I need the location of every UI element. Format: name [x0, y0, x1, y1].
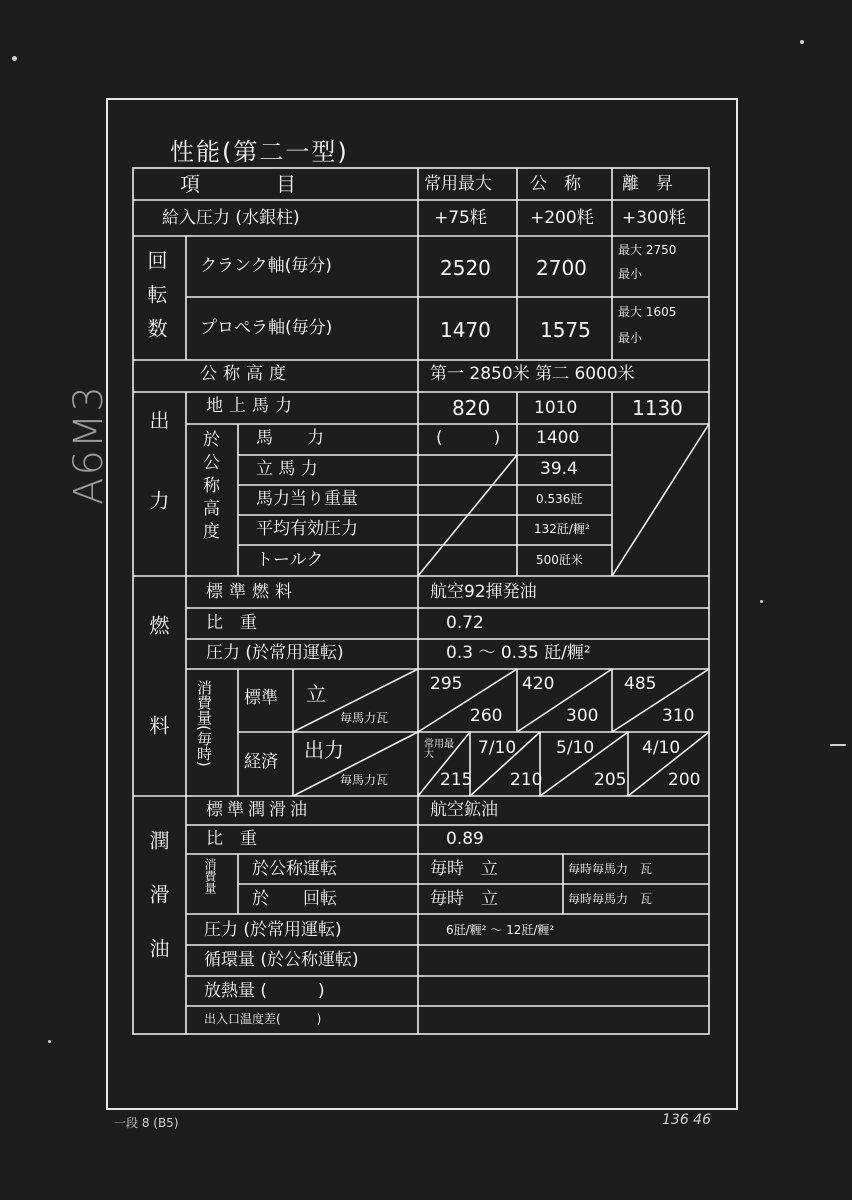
prop-c1: 1470	[440, 318, 491, 342]
fuel-press-label: 圧力 (於常用運転)	[206, 643, 344, 663]
mep-label: 平均有効圧力	[256, 519, 358, 539]
crank-c1: 2520	[440, 256, 491, 280]
ground-hp-label: 地上馬力	[206, 396, 298, 416]
oil-sg-value: 0.89	[446, 829, 484, 849]
boost-c2: +200粍	[530, 208, 594, 228]
std-oil-label: 標準潤滑油	[206, 800, 311, 820]
prop-c3-min: 最小	[618, 331, 643, 345]
ground-hp-c3: 1130	[632, 396, 683, 420]
header-item: 項 目	[180, 172, 300, 196]
fuel-eco-d3a: 5/10	[556, 738, 595, 758]
fuel-eco-d1b: 215	[440, 770, 473, 790]
cyl-hp-label: 立 馬 力	[256, 459, 318, 479]
scan-speck	[12, 56, 17, 61]
fuel-eco-d1a: 常用最大	[424, 739, 454, 760]
page-title: 性能(第二一型)	[170, 138, 349, 166]
oil-nominal-a: 毎時 立	[430, 859, 498, 879]
fuel-eco-unit-b: 毎馬力瓦	[340, 773, 389, 787]
prop-c2: 1575	[540, 318, 591, 342]
fuel-std-unit-a: 立	[306, 682, 326, 706]
hp-c1: ( )	[436, 428, 501, 448]
oil-heat-label: 放熱量 ( )	[204, 981, 325, 1001]
hp-c2: 1400	[536, 428, 580, 448]
prop-label: プロペラ軸(毎分)	[200, 318, 333, 338]
fuel-std-c1b: 260	[470, 706, 503, 726]
mep-c2: 132瓩/糎²	[534, 522, 590, 536]
prop-c3-max: 最大 1605	[618, 305, 677, 319]
fuel-eco-d4a: 4/10	[642, 738, 681, 758]
fuel-std-c2a: 420	[522, 674, 555, 694]
fuel-sg-value: 0.72	[446, 613, 484, 633]
altitude-value: 第一 2850米 第二 6000米	[430, 364, 635, 384]
fuel-eco-d2b: 210	[510, 770, 543, 790]
oil-temp-label: 出入口温度差( )	[204, 1012, 322, 1026]
form-code: 一段 8 (B5)	[114, 1116, 179, 1130]
fuel-eco-d4b: 200	[668, 770, 701, 790]
fuel-group-label: 燃料	[146, 615, 170, 815]
fuel-std-row-label: 標準	[244, 688, 278, 708]
fuel-press-value: 0.3 〜 0.35 瓩/糎²	[446, 643, 591, 663]
output-group-label: 出力	[146, 410, 170, 570]
torque-c2: 500瓩米	[536, 553, 583, 567]
fuel-std-c2b: 300	[566, 706, 599, 726]
std-fuel-value: 航空92揮発油	[430, 582, 537, 602]
boost-c1: +75粍	[434, 208, 487, 228]
fuel-eco-unit-a: 出力	[304, 738, 344, 762]
hp-label: 馬 力	[256, 428, 324, 448]
cyl-hp-c2: 39.4	[540, 459, 578, 479]
oil-group-label: 潤滑油	[146, 830, 170, 992]
crank-c3-min: 最小	[618, 267, 643, 281]
output-subgroup-label: 於公称高度	[199, 430, 219, 545]
oil-nominal-b: 毎時毎馬力 瓦	[568, 862, 653, 876]
oil-press-label: 圧力 (於常用運転)	[204, 920, 342, 940]
oil-press-value: 6瓩/糎² 〜 12瓩/糎²	[446, 923, 555, 937]
scan-speck	[800, 40, 804, 44]
oil-sg-label: 比 重	[206, 829, 257, 849]
weight-per-hp-c2: 0.536瓩	[536, 492, 583, 506]
boost-label: 給入圧力 (水銀柱)	[162, 208, 300, 228]
torque-label: トールク	[256, 550, 324, 570]
rpm-group-label: 回転数	[144, 250, 168, 352]
oil-nominal-label: 於公称運転	[252, 859, 337, 879]
weight-per-hp-label: 馬力当り重量	[256, 489, 358, 509]
crank-c3-max: 最大 2750	[618, 243, 677, 257]
oil-consumption-label: 消費量	[203, 858, 217, 894]
oil-circulation-label: 循環量 (於公称運転)	[204, 950, 359, 970]
std-fuel-label: 標準燃料	[206, 582, 298, 602]
oil-idle-b: 毎時毎馬力 瓦	[568, 892, 653, 906]
page-number: 136 46	[662, 1112, 711, 1128]
oil-idle-label: 於 回転	[252, 889, 337, 909]
fuel-std-c3a: 485	[624, 674, 657, 694]
fuel-eco-row-label: 経済	[244, 752, 278, 772]
fuel-consumption-label: 消費量(毎時)	[195, 680, 213, 767]
fuel-std-unit-b: 毎馬力瓦	[340, 711, 389, 725]
fuel-eco-d2a: 7/10	[478, 738, 517, 758]
fuel-sg-label: 比 重	[206, 613, 257, 633]
header-col-takeoff: 離 昇	[622, 174, 673, 194]
std-oil-value: 航空鉱油	[430, 800, 498, 820]
fuel-std-c1a: 295	[430, 674, 463, 694]
scan-speck	[48, 1040, 51, 1043]
fuel-eco-d3b: 205	[594, 770, 627, 790]
ground-hp-c2: 1010	[534, 398, 578, 418]
header-col-max-continuous: 常用最大	[424, 174, 492, 194]
scan-speck	[830, 744, 846, 746]
header-col-nominal: 公 称	[530, 174, 581, 194]
crank-c2: 2700	[536, 256, 587, 280]
boost-c3: +300粍	[622, 208, 686, 228]
fuel-std-c3b: 310	[662, 706, 695, 726]
oil-idle-a: 毎時 立	[430, 889, 498, 909]
crank-label: クランク軸(毎分)	[200, 256, 332, 276]
scan-speck	[760, 600, 763, 603]
altitude-label: 公称高度	[200, 364, 292, 384]
ground-hp-c1: 820	[452, 396, 491, 420]
